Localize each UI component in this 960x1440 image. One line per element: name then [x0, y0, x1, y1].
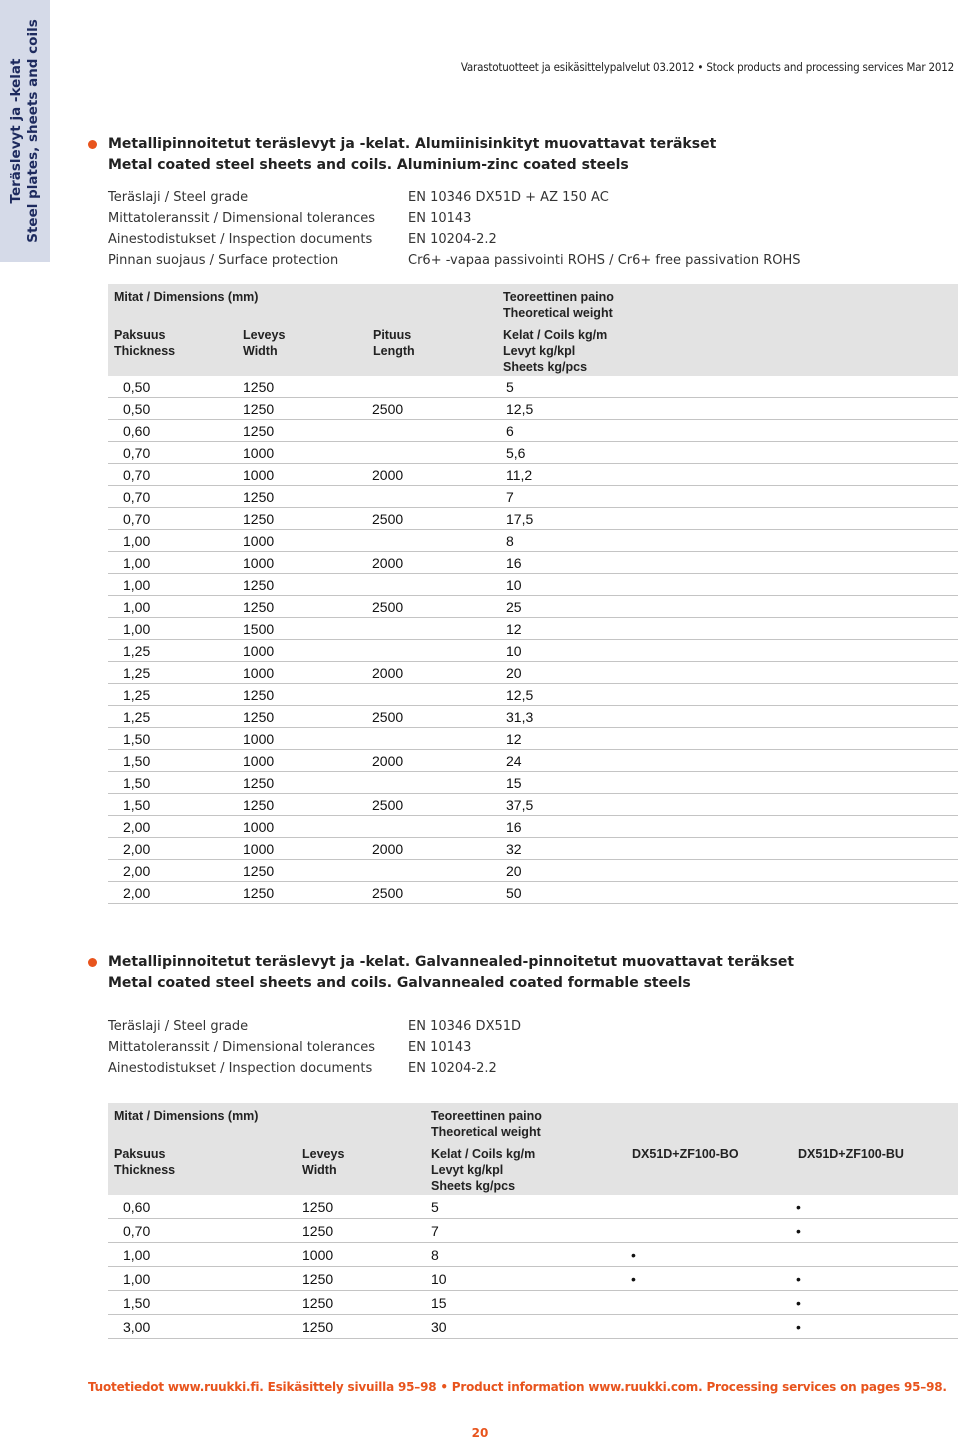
- table-row: [108, 882, 958, 904]
- cell-width: 1000: [243, 467, 275, 483]
- cell-width: 1250: [243, 511, 275, 527]
- table-row: [108, 530, 958, 552]
- cell-length: 2000: [372, 555, 404, 571]
- side-tab-line-fi: Teräslevyt ja -kelat: [8, 58, 24, 204]
- table-header: [108, 284, 958, 376]
- cell-width: 1250: [302, 1199, 334, 1215]
- cell-thickness: 1,25: [123, 709, 151, 725]
- table-header: [108, 1103, 958, 1195]
- cell-grade-bu: •: [796, 1295, 801, 1311]
- weight-header-fi: Teoreettinen paino: [503, 290, 614, 304]
- cell-weight: 10: [431, 1271, 447, 1287]
- table-row: [108, 684, 958, 706]
- table-row: [108, 1315, 958, 1339]
- spec-value: EN 10143: [408, 1040, 472, 1055]
- cell-weight: 37,5: [506, 797, 534, 813]
- col-width-en: Width: [302, 1163, 337, 1177]
- cell-width: 1000: [243, 555, 275, 571]
- table-row: [108, 1195, 958, 1219]
- cell-thickness: 0,70: [123, 445, 151, 461]
- cell-thickness: 3,00: [123, 1319, 151, 1335]
- cell-grade-bo: •: [631, 1271, 636, 1287]
- cell-weight: 12: [506, 621, 522, 637]
- cell-weight: 50: [506, 885, 522, 901]
- cell-length: 2000: [372, 753, 404, 769]
- spec-value: EN 10346 DX51D: [408, 1019, 522, 1034]
- cell-thickness: 1,50: [123, 1295, 151, 1311]
- table-row: [108, 1243, 958, 1267]
- cell-width: 1250: [243, 423, 275, 439]
- cell-length: 2000: [372, 665, 404, 681]
- cell-weight: 15: [431, 1295, 447, 1311]
- spec-label: Ainestodistukset / Inspection documents: [108, 1061, 373, 1076]
- cell-width: 1250: [243, 401, 275, 417]
- table-row: [108, 860, 958, 882]
- weight-header-en: Theoretical weight: [431, 1125, 541, 1139]
- cell-width: 1250: [243, 379, 275, 395]
- spec-label: Mittatoleranssit / Dimensional tolerances: [108, 211, 376, 226]
- cell-thickness: 1,50: [123, 753, 151, 769]
- table-row: [108, 706, 958, 728]
- cell-length: 2500: [372, 401, 404, 417]
- cell-thickness: 0,50: [123, 379, 151, 395]
- cell-width: 1000: [243, 445, 275, 461]
- cell-weight: 20: [506, 665, 522, 681]
- cell-length: 2000: [372, 467, 404, 483]
- section2-table: [108, 1103, 958, 1339]
- section1-table: [108, 284, 958, 904]
- cell-thickness: 1,25: [123, 687, 151, 703]
- table-row: [108, 596, 958, 618]
- table-row: [108, 750, 958, 772]
- section2-title-fi: Metallipinnoitetut teräslevyt ja -kelat. Galvannealed-pinnoitetut muovattavat teräkset: [108, 954, 795, 970]
- table-row: [108, 662, 958, 684]
- cell-thickness: 2,00: [123, 863, 151, 879]
- section1-title-fi: Metallipinnoitetut teräslevyt ja -kelat. Alumiinisinkityt muovattavat teräkset: [108, 136, 717, 152]
- cell-thickness: 1,25: [123, 665, 151, 681]
- cell-width: 1250: [243, 885, 275, 901]
- table-row: [108, 398, 958, 420]
- table-row: [108, 508, 958, 530]
- col-thickness-fi: Paksuus: [114, 328, 166, 342]
- spec-label: Pinnan suojaus / Surface protection: [108, 253, 339, 268]
- dimensions-header: Mitat / Dimensions (mm): [114, 290, 259, 304]
- cell-weight: 30: [431, 1319, 447, 1335]
- footer-links: Tuotetiedot www.ruukki.fi. Esikäsittely sivuilla 95–98 • Product information www.ruukki.com. Processing services on pages 95–98.: [88, 1380, 947, 1394]
- table-row: [108, 728, 958, 750]
- weight-header-fi: Teoreettinen paino: [431, 1109, 542, 1123]
- cell-length: 2500: [372, 709, 404, 725]
- side-tab: [0, 0, 50, 262]
- cell-width: 1000: [243, 841, 275, 857]
- table-row: [108, 1291, 958, 1315]
- cell-width: 1250: [243, 489, 275, 505]
- table-row: [108, 1267, 958, 1291]
- cell-weight: 32: [506, 841, 522, 857]
- cell-weight: 16: [506, 555, 522, 571]
- cell-weight: 31,3: [506, 709, 534, 725]
- cell-thickness: 1,50: [123, 775, 151, 791]
- cell-weight: 10: [506, 643, 522, 659]
- cell-weight: 20: [506, 863, 522, 879]
- cell-thickness: 1,00: [123, 533, 151, 549]
- cell-width: 1000: [243, 819, 275, 835]
- spec-label: Teräslaji / Steel grade: [108, 1019, 249, 1034]
- col-grade-bu: DX51D+ZF100-BU: [798, 1147, 904, 1161]
- table-row: [108, 464, 958, 486]
- cell-length: 2500: [372, 599, 404, 615]
- col-width-en: Width: [243, 344, 278, 358]
- cell-width: 1250: [243, 577, 275, 593]
- table-row: [108, 376, 958, 398]
- cell-width: 1000: [302, 1247, 334, 1263]
- cell-weight: 11,2: [506, 467, 533, 483]
- col-thickness-en: Thickness: [114, 1163, 176, 1177]
- section1-bullet: [88, 140, 97, 149]
- cell-thickness: 0,70: [123, 467, 151, 483]
- cell-weight: 8: [431, 1247, 439, 1263]
- weight-header-en: Theoretical weight: [503, 306, 613, 320]
- cell-thickness: 0,60: [123, 423, 151, 439]
- cell-weight: 7: [431, 1223, 439, 1239]
- spec-label: Teräslaji / Steel grade: [108, 190, 249, 205]
- table-row: [108, 816, 958, 838]
- cell-thickness: 1,00: [123, 621, 151, 637]
- cell-width: 1250: [302, 1223, 334, 1239]
- cell-width: 1500: [243, 621, 275, 637]
- cell-thickness: 2,00: [123, 819, 151, 835]
- table-row: [108, 552, 958, 574]
- table-row: [108, 574, 958, 596]
- page-number: 20: [471, 1426, 489, 1440]
- cell-width: 1250: [302, 1271, 334, 1287]
- cell-thickness: 0,50: [123, 401, 151, 417]
- cell-thickness: 1,50: [123, 731, 151, 747]
- cell-thickness: 0,70: [123, 489, 151, 505]
- dimensions-header: Mitat / Dimensions (mm): [114, 1109, 259, 1123]
- cell-weight: 12: [506, 731, 522, 747]
- cell-length: 2500: [372, 797, 404, 813]
- cell-width: 1250: [302, 1319, 334, 1335]
- cell-thickness: 1,00: [123, 599, 151, 615]
- cell-grade-bo: •: [631, 1247, 636, 1263]
- section2-title-en: Metal coated steel sheets and coils. Galvannealed coated formable steels: [108, 975, 691, 991]
- cell-weight: 24: [506, 753, 522, 769]
- cell-thickness: 0,70: [123, 511, 151, 527]
- col-weight-coils: Kelat / Coils kg/m: [431, 1147, 536, 1161]
- cell-width: 1250: [243, 775, 275, 791]
- cell-grade-bu: •: [796, 1319, 801, 1335]
- cell-thickness: 2,00: [123, 841, 151, 857]
- col-thickness-en: Thickness: [114, 344, 176, 358]
- spec-value: EN 10143: [408, 211, 472, 226]
- cell-weight: 15: [506, 775, 522, 791]
- table-row: [108, 442, 958, 464]
- cell-width: 1250: [243, 863, 275, 879]
- table-row: [108, 794, 958, 816]
- col-length-en: Length: [373, 344, 415, 358]
- cell-width: 1000: [243, 731, 275, 747]
- table-row: [108, 640, 958, 662]
- cell-thickness: 0,70: [123, 1223, 151, 1239]
- cell-weight: 10: [506, 577, 522, 593]
- spec-value: EN 10346 DX51D + AZ 150 AC: [408, 190, 609, 205]
- col-weight-sheets-en: Sheets kg/pcs: [503, 360, 588, 374]
- cell-length: 2500: [372, 511, 404, 527]
- cell-weight: 5,6: [506, 445, 526, 461]
- cell-thickness: 1,00: [123, 1271, 151, 1287]
- col-length-fi: Pituus: [373, 328, 412, 342]
- cell-weight: 5: [431, 1199, 439, 1215]
- spec-value: Cr6+ -vapaa passivointi ROHS / Cr6+ free passivation ROHS: [408, 253, 801, 268]
- cell-length: 2500: [372, 885, 404, 901]
- table-row: [108, 838, 958, 860]
- cell-thickness: 1,50: [123, 797, 151, 813]
- side-tab-text: [8, 19, 42, 243]
- cell-weight: 16: [506, 819, 522, 835]
- cell-weight: 7: [506, 489, 514, 505]
- spec-value: EN 10204-2.2: [408, 232, 497, 247]
- cell-grade-bu: •: [796, 1271, 801, 1287]
- col-weight-sheets-fi: Levyt kg/kpl: [503, 344, 576, 358]
- table-row: [108, 1219, 958, 1243]
- cell-width: 1250: [302, 1295, 334, 1311]
- cell-width: 1000: [243, 643, 275, 659]
- cell-weight: 5: [506, 379, 514, 395]
- cell-weight: 12,5: [506, 687, 534, 703]
- spec-label: Ainestodistukset / Inspection documents: [108, 232, 373, 247]
- cell-thickness: 1,00: [123, 555, 151, 571]
- cell-width: 1250: [243, 797, 275, 813]
- cell-length: 2000: [372, 841, 404, 857]
- cell-thickness: 0,60: [123, 1199, 151, 1215]
- section2-bullet: [88, 958, 97, 967]
- cell-weight: 25: [506, 599, 522, 615]
- table-row: [108, 486, 958, 508]
- col-weight-sheets-en: Sheets kg/pcs: [431, 1179, 516, 1193]
- col-weight-sheets-fi: Levyt kg/kpl: [431, 1163, 504, 1177]
- col-weight-coils: Kelat / Coils kg/m: [503, 328, 608, 342]
- cell-weight: 6: [506, 423, 514, 439]
- table-row: [108, 420, 958, 442]
- cell-thickness: 1,00: [123, 577, 151, 593]
- cell-width: 1250: [243, 709, 275, 725]
- cell-weight: 17,5: [506, 511, 534, 527]
- col-thickness-fi: Paksuus: [114, 1147, 166, 1161]
- col-width-fi: Leveys: [302, 1147, 345, 1161]
- table-body: [108, 1195, 958, 1339]
- cell-weight: 8: [506, 533, 514, 549]
- table-row: [108, 618, 958, 640]
- table-row: [108, 772, 958, 794]
- cell-width: 1000: [243, 753, 275, 769]
- cell-thickness: 1,25: [123, 643, 151, 659]
- cell-width: 1250: [243, 687, 275, 703]
- section1-title-en: Metal coated steel sheets and coils. Aluminium-zinc coated steels: [108, 157, 629, 173]
- cell-width: 1000: [243, 665, 275, 681]
- cell-grade-bu: •: [796, 1223, 801, 1239]
- cell-weight: 12,5: [506, 401, 534, 417]
- spec-value: EN 10204-2.2: [408, 1061, 497, 1076]
- cell-grade-bu: •: [796, 1199, 801, 1215]
- spec-label: Mittatoleranssit / Dimensional tolerances: [108, 1040, 376, 1055]
- table-body: [108, 376, 958, 904]
- cell-thickness: 1,00: [123, 1247, 151, 1263]
- side-tab-line-en: Steel plates, sheets and coils: [25, 19, 41, 243]
- page-header: Varastotuotteet ja esikäsittelypalvelut 03.2012 • Stock products and processing services Mar 2012: [460, 60, 954, 74]
- col-width-fi: Leveys: [243, 328, 286, 342]
- cell-width: 1000: [243, 533, 275, 549]
- cell-thickness: 2,00: [123, 885, 151, 901]
- col-grade-bo: DX51D+ZF100-BO: [632, 1147, 739, 1161]
- cell-width: 1250: [243, 599, 275, 615]
